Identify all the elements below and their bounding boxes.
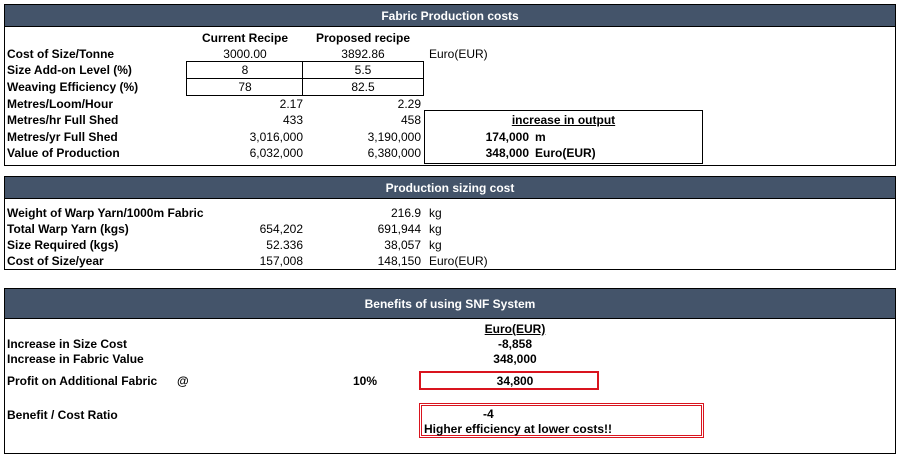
cell-current-size-addon[interactable]: 8 xyxy=(241,63,249,77)
unit-cost-size-year: Euro(EUR) xyxy=(429,254,488,268)
unit-weight-warp-yarn: kg xyxy=(429,206,442,220)
production-sizing-panel xyxy=(4,176,896,270)
row-label-weight-warp-yarn: Weight of Warp Yarn/1000m Fabric xyxy=(7,206,204,220)
unit-total-warp-yarn: kg xyxy=(429,222,442,236)
cell-proposed-metres-loom-hour: 2.29 xyxy=(397,97,421,111)
increase-output-title: increase in output xyxy=(511,113,616,127)
label-increase-fabric-value: Increase in Fabric Value xyxy=(7,352,144,366)
increase-metres-value: 174,000 xyxy=(485,130,529,144)
cell-proposed-weaving-efficiency[interactable]: 82.5 xyxy=(351,80,375,94)
benefits-title: Benefits of using SNF System xyxy=(5,289,895,319)
cell-proposed-metres-yr: 3,190,000 xyxy=(367,130,421,144)
cell-proposed-value-production: 6,380,000 xyxy=(367,146,421,160)
increase-value-unit: Euro(EUR) xyxy=(535,146,596,160)
row-label-metres-hr-full-shed: Metres/hr Full Shed xyxy=(7,113,119,127)
increase-metres-unit: m xyxy=(535,130,546,144)
cell-proposed-metres-hr: 458 xyxy=(400,113,421,127)
cell-current-metres-loom-hour: 2.17 xyxy=(279,97,303,111)
fabric-production-title: Fabric Production costs xyxy=(5,5,895,27)
cell-proposed-size-required: 38,057 xyxy=(384,238,421,252)
row-label-metres-yr-full-shed: Metres/yr Full Shed xyxy=(7,130,118,144)
cell-current-metres-hr: 433 xyxy=(282,113,303,127)
cell-current-weaving-efficiency[interactable]: 78 xyxy=(238,80,252,94)
increase-value-amount: 348,000 xyxy=(485,146,529,160)
cell-proposed-cost-of-size[interactable]: 3892.86 xyxy=(341,47,385,61)
label-increase-size-cost: Increase in Size Cost xyxy=(7,337,128,351)
row-label-value-of-production: Value of Production xyxy=(7,146,120,160)
row-label-cost-size-year: Cost of Size/year xyxy=(7,254,104,268)
cell-current-total-warp-yarn: 654,202 xyxy=(259,222,303,236)
col-header-proposed: Proposed recipe xyxy=(315,31,411,45)
cell-current-metres-yr: 3,016,000 xyxy=(249,130,303,144)
cell-current-cost-of-size[interactable]: 3000.00 xyxy=(223,47,267,61)
fabric-production-panel xyxy=(4,4,896,166)
value-increase-fabric-value: 348,000 xyxy=(493,352,537,366)
row-label-size-required: Size Required (kgs) xyxy=(7,238,119,252)
row-label-size-addon: Size Add-on Level (%) xyxy=(7,63,132,77)
label-profit-additional-fabric: Profit on Additional Fabric xyxy=(7,374,158,388)
label-benefit-cost-ratio: Benefit / Cost Ratio xyxy=(7,408,118,422)
cell-proposed-total-warp-yarn: 691,944 xyxy=(377,222,421,236)
cell-proposed-cost-size-year: 148,150 xyxy=(377,254,421,268)
benefits-currency-header: Euro(EUR) xyxy=(484,322,546,336)
value-increase-size-cost: -8,858 xyxy=(497,337,533,351)
row-label-metres-loom-hour: Metres/Loom/Hour xyxy=(7,97,114,111)
profit-at-symbol: @ xyxy=(177,374,189,388)
unit-cost-of-size: Euro(EUR) xyxy=(429,47,488,61)
production-sizing-title: Production sizing cost xyxy=(5,177,895,199)
row-label-weaving-efficiency: Weaving Efficiency (%) xyxy=(7,80,139,94)
cell-proposed-weight-warp-yarn: 216.9 xyxy=(390,206,421,220)
cell-current-cost-size-year: 157,008 xyxy=(259,254,303,268)
benefits-panel xyxy=(4,288,896,454)
col-header-current: Current Recipe xyxy=(201,31,289,45)
benefit-note: Higher efficiency at lower costs!! xyxy=(424,422,613,436)
unit-size-required: kg xyxy=(429,238,442,252)
profit-percentage: 10% xyxy=(353,374,378,388)
profit-value: 34,800 xyxy=(496,374,534,388)
cell-current-size-required: 52.336 xyxy=(266,238,303,252)
cell-current-value-production: 6,032,000 xyxy=(249,146,303,160)
row-label-cost-of-size: Cost of Size/Tonne xyxy=(7,47,115,61)
cell-proposed-size-addon[interactable]: 5.5 xyxy=(354,63,372,77)
row-label-total-warp-yarn: Total Warp Yarn (kgs) xyxy=(7,222,129,236)
benefit-cost-ratio-value: -4 xyxy=(483,407,494,421)
